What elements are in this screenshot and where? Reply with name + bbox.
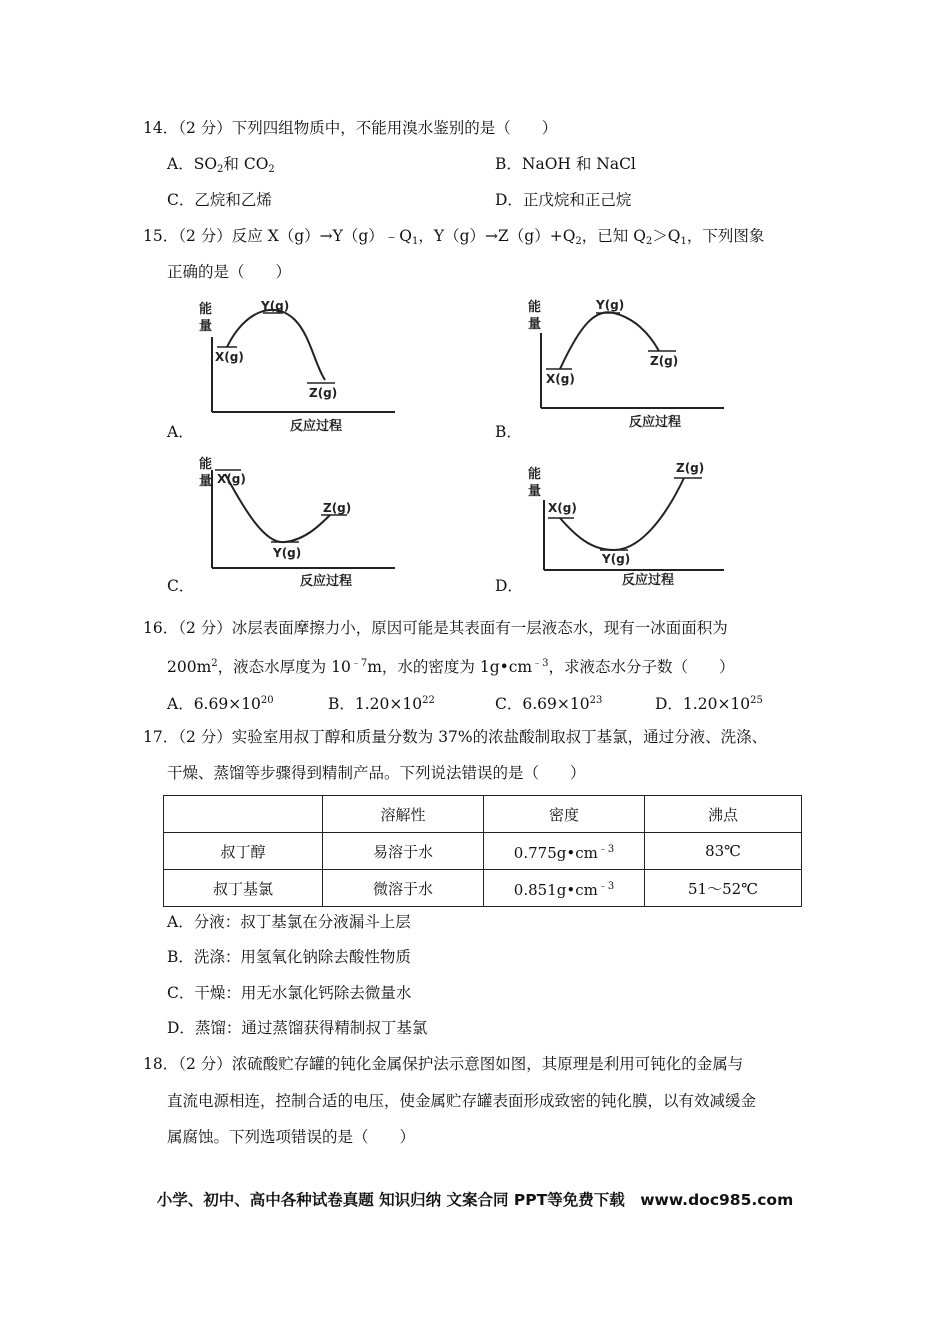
table-cell-name: 叔丁基氯 (164, 870, 323, 907)
q18-stem-line3: 属腐蚀。下列选项错误的是（ ） (167, 1128, 416, 1146)
svg-text:Y(g): Y(g) (273, 546, 302, 560)
svg-text:Z(g): Z(g) (323, 501, 352, 515)
q16-option-b: B．$1.20\times 10^{22}$ (328, 695, 435, 713)
svg-text:量: 量 (528, 484, 542, 499)
svg-text:Z(g): Z(g) (309, 386, 338, 400)
q17-option-d: D．蒸馏：通过蒸馏获得精制叔丁基氯 (167, 1019, 428, 1037)
q15-option-c: C． (167, 577, 195, 595)
svg-text:反应过程: 反应过程 (290, 419, 343, 434)
svg-text:量: 量 (528, 317, 542, 332)
svg-text:X(g): X(g) (215, 350, 244, 364)
q15-diagram-b (524, 293, 724, 437)
table-cell-boiling-point: 51～52℃ (645, 870, 802, 907)
table-row (164, 833, 802, 870)
q14-option-d: D．正戊烷和正己烷 (495, 191, 632, 209)
svg-text:X(g): X(g) (217, 472, 246, 486)
svg-text:能: 能 (528, 467, 542, 482)
q14-stem: 14．（2 分）下列四组物质中，不能用溴水鉴别的是（ ） (143, 119, 558, 137)
q17-properties-table (163, 795, 802, 907)
q16-option-c: C．$6.69\times 10^{23}$ (495, 695, 603, 713)
q15-stem-line2: 正确的是（ ） (167, 263, 292, 281)
svg-text:能: 能 (528, 300, 542, 315)
q14-option-c: C．乙烷和乙烯 (167, 191, 272, 209)
svg-text:反应过程: 反应过程 (300, 574, 353, 589)
q17-option-a: A．分液：叔丁基氯在分液漏斗上层 (167, 913, 411, 931)
table-header-row (164, 796, 802, 833)
table-cell-boiling-point: 83℃ (645, 833, 802, 870)
q15-option-a: A． (167, 423, 194, 441)
table-cell-solubility: 微溶于水 (323, 870, 484, 907)
svg-text:Y(g): Y(g) (261, 299, 290, 313)
table-header-cell: 密度 (484, 796, 645, 833)
q18-stem-line1: 18．（2 分）浓硫酸贮存罐的钝化金属保护法示意图如图，其原理是利用可钝化的金属与 (143, 1055, 744, 1073)
q15-diagram-c (195, 450, 395, 594)
q15-option-d: D． (495, 577, 523, 595)
svg-text:Z(g): Z(g) (676, 461, 705, 475)
svg-text:X(g): X(g) (548, 501, 577, 515)
svg-text:能: 能 (199, 457, 213, 472)
q17-stem-line1: 17．（2 分）实验室用叔丁醇和质量分数为 37%的浓盐酸制取叔丁基氯，通过分液、洗涤、 (143, 728, 768, 746)
svg-text:能: 能 (199, 302, 213, 317)
svg-text:Y(g): Y(g) (596, 298, 625, 312)
page-footer: 小学、初中、高中各种试卷真题 知识归纳 文案合同 PPT等免费下载 www.doc985.com (156, 1191, 794, 1209)
q15-diagram-a (195, 295, 395, 439)
q17-stem-line2: 干燥、蒸馏等步骤得到精制产品。下列说法错误的是（ ） (167, 764, 586, 782)
table-row (164, 870, 802, 907)
q15-option-b: B． (495, 423, 522, 441)
svg-text:量: 量 (199, 474, 213, 489)
svg-text:Z(g): Z(g) (650, 354, 679, 368)
svg-text:Y(g): Y(g) (602, 552, 631, 566)
q14-option-a: A．$SO_2$和 $CO_2$ (167, 155, 275, 175)
q16-stem-line2: $200m^2$，液态水厚度为 $10^{﹣7}m$，水的密度为 $1g•cm^{﹣3}$，求液态水分子数（ ） (167, 658, 735, 676)
table-cell-name: 叔丁醇 (164, 833, 323, 870)
table-header-cell: 沸点 (645, 796, 802, 833)
q16-option-d: D．$1.20\times 10^{25}$ (655, 695, 763, 713)
q17-option-b: B．洗涤：用氢氧化钠除去酸性物质 (167, 948, 411, 966)
table-header-cell: 溶解性 (323, 796, 484, 833)
q16-stem-line1: 16．（2 分）冰层表面摩擦力小，原因可能是其表面有一层液态水，现有一冰面面积为 (143, 619, 728, 637)
q14-option-b: B．NaOH 和 NaCl (495, 155, 636, 173)
q17-option-c: C．干燥：用无水氯化钙除去微量水 (167, 984, 412, 1002)
svg-text:X(g): X(g) (546, 372, 575, 386)
q18-stem-line2: 直流电源相连，控制合适的电压，使金属贮存罐表面形成致密的钝化膜，以有效减缓金 (167, 1092, 757, 1110)
table-cell-density: $0.851g•cm^{﹣3}$ (484, 870, 645, 907)
table-header-cell (164, 796, 323, 833)
q16-option-a: A．$6.69\times 10^{20}$ (167, 695, 274, 713)
q15-stem-line1: 15．（2 分）反应 $X(g)\to Y(g)﹣Q_1$，$Y(g)\to Z(g)+Q_2$，已知 $Q_2>Q_1$，下列图象 (143, 227, 765, 247)
q15-diagram-d (524, 450, 724, 594)
table-cell-density: $0.775g•cm^{﹣3}$ (484, 833, 645, 870)
table-cell-solubility: 易溶于水 (323, 833, 484, 870)
svg-text:反应过程: 反应过程 (622, 573, 675, 588)
svg-text:量: 量 (199, 319, 213, 334)
svg-text:反应过程: 反应过程 (629, 415, 682, 430)
